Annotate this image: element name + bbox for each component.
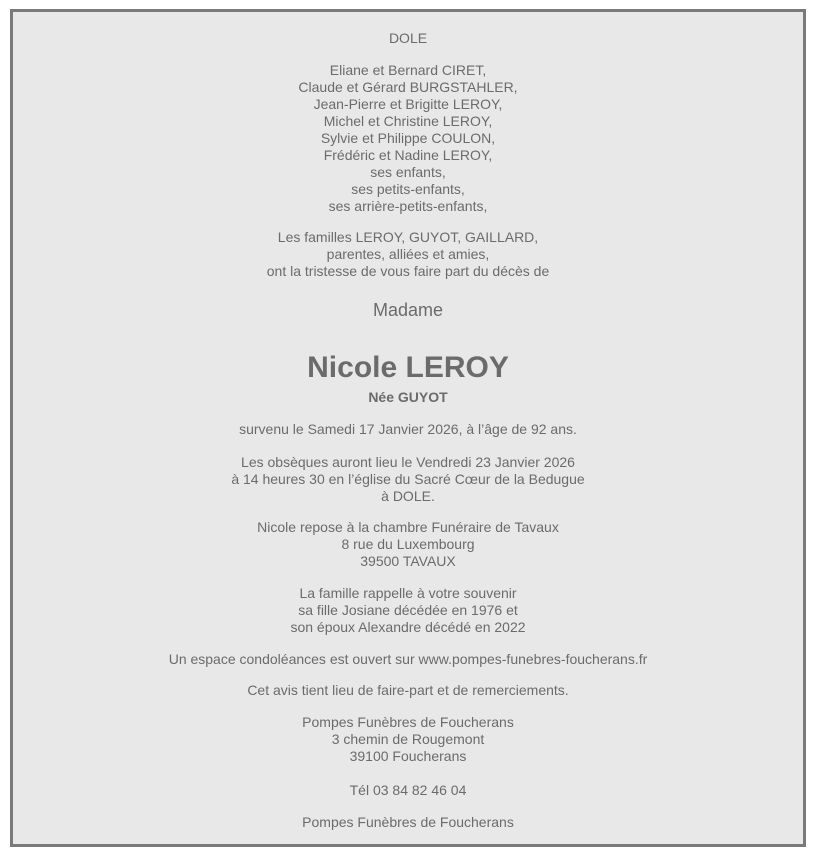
family-line: Frédéric et Nadine LEROY,: [323, 147, 493, 163]
death-info-text: survenu le Samedi 17 Janvier 2026, à l’âge de 92 ans.: [239, 421, 577, 437]
memory-remembrance: [13, 585, 803, 636]
maiden-name-text: Née GUYOT: [368, 389, 448, 405]
footer-signature: [13, 814, 803, 831]
family-line: Sylvie et Philippe COULON,: [320, 130, 496, 146]
funeral-line: Les obsèques auront lieu le Vendredi 23 Janvier 2026: [241, 454, 575, 470]
family-line: Jean-Pierre et Brigitte LEROY,: [313, 96, 503, 112]
family-line: ses enfants,: [370, 164, 446, 180]
families-line: parentes, alliées et amies,: [326, 246, 490, 262]
death-info: [13, 421, 803, 438]
resting-place-line: Nicole repose à la chambre Funéraire de Tavaux: [257, 519, 559, 535]
maiden-name: [13, 389, 803, 406]
company-line: 3 chemin de Rougemont: [331, 731, 485, 747]
condolences-notice: [13, 651, 803, 668]
honorific-title: Madame: [372, 300, 444, 320]
families-line: Les familles LEROY, GUYOT, GAILLARD,: [277, 229, 539, 245]
footer-text: Pompes Funèbres de Foucherans: [302, 814, 514, 830]
family-line: ses arrière-petits-enfants,: [328, 198, 488, 214]
phone-info: [13, 782, 803, 799]
company-line: Pompes Funèbres de Foucherans: [302, 714, 514, 730]
memory-line: La famille rappelle à votre souvenir: [299, 585, 517, 601]
memory-line: son époux Alexandre décédé en 2022: [290, 619, 526, 635]
city-name: DOLE: [388, 30, 428, 46]
extended-families: [13, 229, 803, 280]
company-line: 39100 Foucherans: [349, 748, 467, 764]
funeral-line: à DOLE.: [381, 488, 435, 504]
honorific: [13, 299, 803, 321]
thanks-text: Cet avis tient lieu de faire-part et de remerciements.: [247, 682, 569, 698]
condolences-text: Un espace condoléances est ouvert sur www.pompes-funebres-foucherans.fr: [168, 651, 648, 667]
thanks-notice: [13, 682, 803, 699]
deceased-name-text: Nicole LEROY: [307, 351, 509, 384]
family-line: Michel et Christine LEROY,: [323, 113, 493, 129]
family-line: Claude et Gérard BURGSTAHLER,: [298, 79, 518, 95]
resting-place-line: 8 rue du Luxembourg: [341, 536, 475, 552]
families-line: ont la tristesse de vous faire part du décès de: [266, 263, 550, 279]
family-list: [13, 62, 803, 215]
deceased-name: [13, 351, 803, 385]
obituary-notice: [10, 9, 806, 847]
funeral-home-address: [13, 714, 803, 765]
resting-place: [13, 519, 803, 570]
family-line: Eliane et Bernard CIRET,: [329, 62, 487, 78]
funeral-info: [13, 454, 803, 505]
memory-line: sa fille Josiane décédée en 1976 et: [298, 602, 518, 618]
resting-place-line: 39500 TAVAUX: [360, 553, 456, 569]
phone-text: Tél 03 84 82 46 04: [349, 782, 467, 798]
family-line: ses petits-enfants,: [351, 181, 465, 197]
funeral-line: à 14 heures 30 en l’église du Sacré Cœur de la Bedugue: [231, 471, 585, 487]
city-header: [13, 30, 803, 47]
